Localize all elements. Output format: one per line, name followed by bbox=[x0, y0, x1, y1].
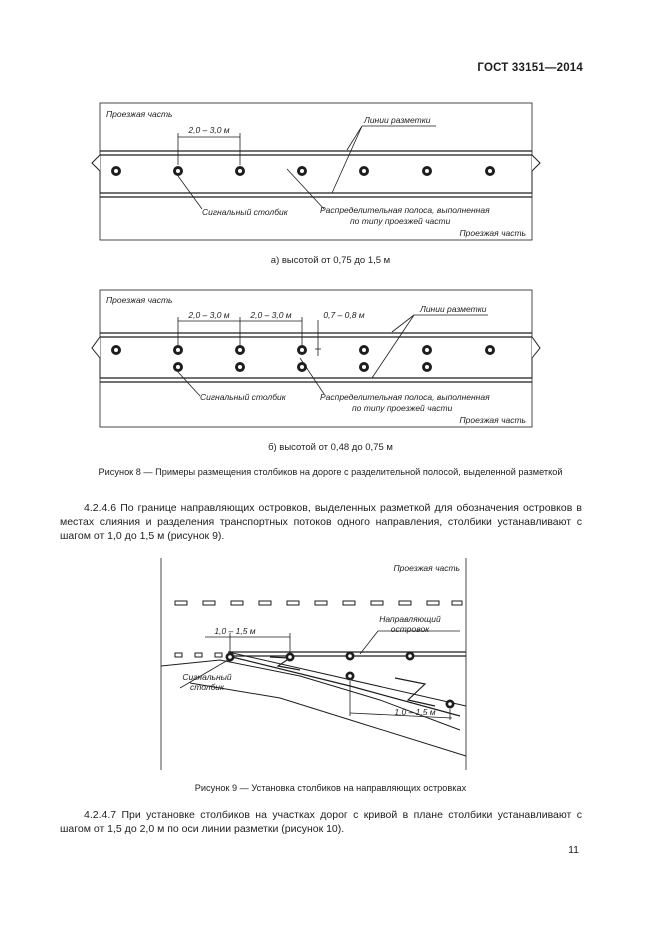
median-label-line2: по типу проезжей части bbox=[352, 403, 453, 413]
dimension-label-2: 2,0 – 3,0 м bbox=[250, 310, 292, 320]
carriageway-label-top: Проезжая часть bbox=[106, 109, 173, 119]
marking-lines-label: Линии разметки bbox=[420, 304, 487, 314]
figure-8-caption: Рисунок 8 — Примеры размещения столбиков на дороге с разделительной полосой, выделенной разметкой bbox=[98, 467, 563, 477]
dimension-label-top: 1,0 – 1,5 м bbox=[214, 626, 256, 636]
paragraph-4-2-4-7: 4.2.4.7 При установке столбиков на участках дорог с кривой в плане столбики устанавливают с шагом от 1,5 до 2,0 м по оси линии разметки (рисунок 10). bbox=[60, 809, 582, 835]
paragraph-4-2-4-6: 4.2.4.6 По границе направляющих островков, выделенных разметкой для обозначения островков в местах слияния и разделения транспортных потоков одного направления, столбики устанавливают с шагом от 1,0 до 1,5 м (рисунок 9). bbox=[60, 502, 582, 542]
dimension-label-1: 2,0 – 3,0 м bbox=[188, 310, 230, 320]
island-label-line2: островок bbox=[390, 624, 430, 634]
signal-post-label: Сигнальный столбик bbox=[202, 207, 288, 217]
dimension-label: 2,0 – 3,0 м bbox=[188, 125, 230, 135]
figure-8b bbox=[92, 290, 542, 430]
dimension-label-bottom: 1,0 – 1,5 м bbox=[394, 707, 436, 717]
island-label-line1: Направляющий bbox=[379, 614, 441, 624]
signal-post-label-line1: Сигнальный bbox=[182, 672, 232, 682]
carriageway-label: Проезжая часть bbox=[393, 563, 460, 573]
figure-9 bbox=[160, 558, 470, 776]
figure-8b-caption: б) высотой от 0,48 до 0,75 м bbox=[268, 442, 393, 453]
figure-8a bbox=[92, 103, 542, 243]
carriageway-label-bottom: Проезжая часть bbox=[459, 415, 526, 425]
signal-post-label: Сигнальный столбик bbox=[200, 392, 286, 402]
carriageway-label-top: Проезжая часть bbox=[106, 295, 173, 305]
median-label-line1: Распределительная полоса, выполненная bbox=[320, 205, 490, 215]
page-number: 11 bbox=[568, 844, 579, 856]
dimension-label-3: 0,7 – 0,8 м bbox=[323, 310, 365, 320]
figure-9-caption: Рисунок 9 — Установка столбиков на направляющих островках bbox=[194, 783, 467, 793]
median-label-line1: Распределительная полоса, выполненная bbox=[320, 392, 490, 402]
signal-post-label-line2: столбик bbox=[189, 682, 225, 692]
carriageway-label-bottom: Проезжая часть bbox=[459, 228, 526, 238]
standard-number: ГОСТ 33151—2014 bbox=[477, 62, 583, 74]
median-label-line2: по типу проезжей части bbox=[350, 216, 451, 226]
marking-lines-label: Линии разметки bbox=[364, 115, 431, 125]
figure-8a-caption: а) высотой от 0,75 до 1,5 м bbox=[270, 255, 391, 266]
